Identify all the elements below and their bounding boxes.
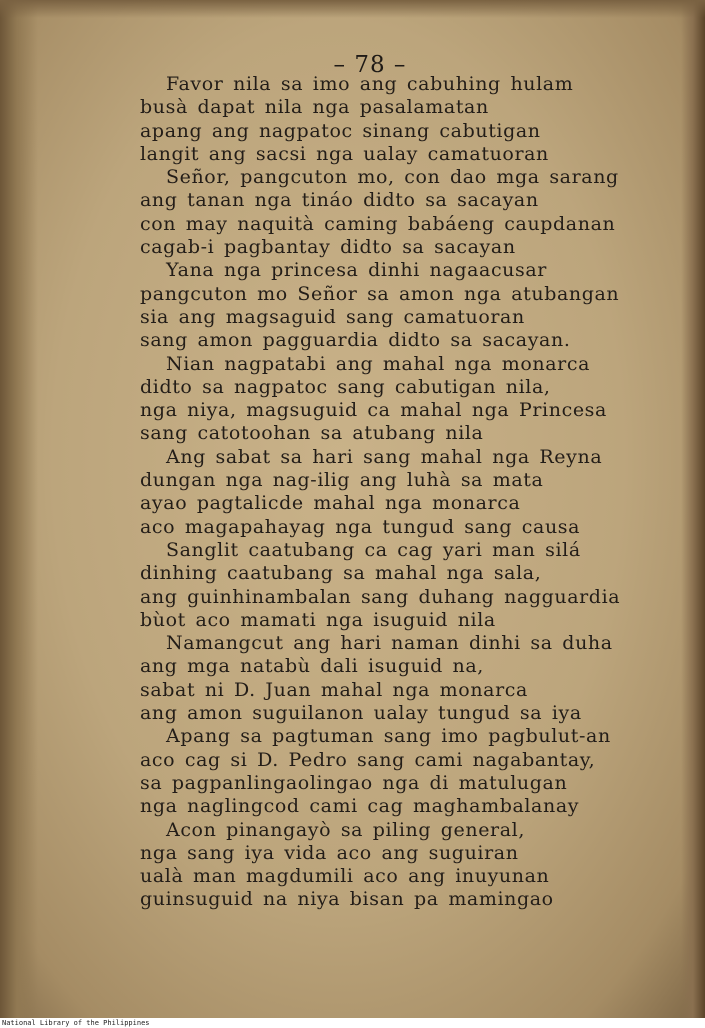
verse-line: nga niya, magsuguid ca mahal nga Princesa xyxy=(140,399,607,422)
verse-line: didto sa nagpatoc sang cabutigan nila, xyxy=(140,375,551,398)
verse-line: Nian nagpatabi ang mahal nga monarca xyxy=(166,352,590,375)
verse-line: ang mga natabù dali isuguid na, xyxy=(140,655,484,678)
verse-line: sabat ni D. Juan mahal nga monarca xyxy=(140,678,528,701)
verse-line: Apang sa pagtuman sang imo pagbulut-an xyxy=(166,725,611,748)
verse-line: Acon pinangayò sa piling general, xyxy=(166,818,525,841)
verse-line: Sanglit caatubang ca cag yari man silá xyxy=(166,538,581,561)
verse-line: cagab-i pagbantay didto sa sacayan xyxy=(140,236,516,259)
verse-line: Namangcut ang hari naman dinhi sa duha xyxy=(166,632,613,655)
page-number: – 78 – xyxy=(333,52,407,78)
verse-line: sia ang magsaguid sang camatuoran xyxy=(140,305,525,328)
verse-line: apang ang nagpatoc sinang cabutigan xyxy=(140,119,541,142)
page-edge-shadow xyxy=(681,0,705,1018)
verse-line: Yana nga princesa dinhi nagaacusar xyxy=(166,259,547,282)
verse-line: ang tanan nga tináo didto sa sacayan xyxy=(140,189,539,212)
verse-text xyxy=(140,73,650,912)
verse-line: nga naglingcod cami cag maghambalanay xyxy=(140,795,580,818)
verse-line: sa pagpanlingaolingao nga di matulugan xyxy=(140,771,568,794)
verse-line: pangcuton mo Señor sa amon nga atubangan xyxy=(140,282,620,305)
library-credit: National Library of the Philippines xyxy=(2,1019,150,1027)
verse-line: dungan nga nag-ilig ang luhà sa mata xyxy=(140,469,544,492)
verse-line: Señor, pangcuton mo, con dao mga sarang xyxy=(166,166,619,189)
verse-line: sang catotoohan sa atubang nila xyxy=(140,422,484,445)
verse-line: nga sang iya vida aco ang suguiran xyxy=(140,841,519,864)
verse-line: ang amon suguilanon ualay tungud sa iya xyxy=(140,702,582,725)
top-edge-shadow xyxy=(0,0,705,18)
verse-line: langit ang sacsi nga ualay camatuoran xyxy=(140,142,549,165)
verse-line: Favor nila sa imo ang cabuhing hulam xyxy=(166,73,574,95)
verse-line: bùot aco mamati nga isuguid nila xyxy=(140,608,496,631)
verse-line: ualà man magdumili aco ang inuyunan xyxy=(140,865,550,888)
verse-line: ang guinhinambalan sang duhang nagguardia xyxy=(140,585,621,608)
verse-line: Ang sabat sa hari sang mahal nga Reyna xyxy=(166,445,603,468)
verse-line: con may naquità caming babáeng caupdanan xyxy=(140,212,616,235)
verse-line: busà dapat nila nga pasalamatan xyxy=(140,96,489,119)
verse-line: aco cag si D. Pedro sang cami nagabantay, xyxy=(140,748,596,771)
verse-line: aco magapahayag nga tungud sang causa xyxy=(140,515,581,538)
spine-shadow xyxy=(0,0,38,1018)
verse-line: guinsuguid na niya bisan pa mamingao xyxy=(140,888,554,911)
verse-line: sang amon pagguardia didto sa sacayan. xyxy=(140,329,571,352)
verse-line: dinhing caatubang sa mahal nga sala, xyxy=(140,562,542,585)
verse-line: ayao pagtalicde mahal nga monarca xyxy=(140,492,521,515)
